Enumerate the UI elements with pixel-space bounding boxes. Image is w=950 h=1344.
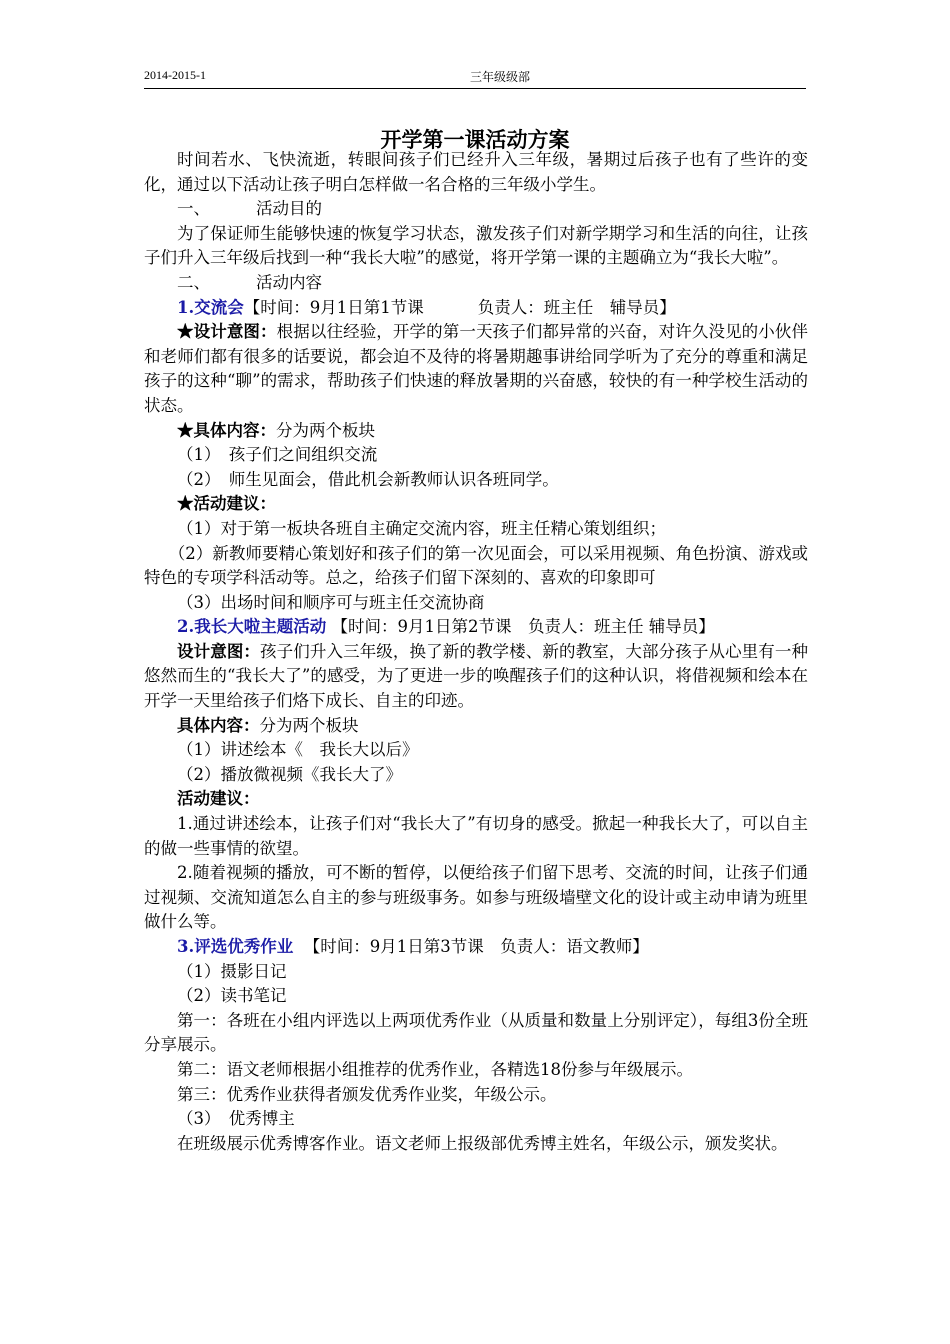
design-label: ★设计意图： <box>177 322 277 342</box>
section-heading-purpose <box>144 197 808 222</box>
activity-3-closing: 在班级展示优秀博客作业。语文老师上报级部优秀博主姓名，年级公示，颁发奖状。 <box>177 1133 788 1153</box>
activity-1-suggestion-item: （2）新教师要精心策划好和孩子们的第一次见面会，可以采用视频、角色扮演、游戏或特色的专项学科活动等。总之，给孩子们留下深刻的、喜欢的印象即可 <box>144 543 808 588</box>
activity-2-title: 2.我长大啦主题活动 <box>177 617 327 637</box>
activity-1-suggestion-item: （1）对于第一板块各班自主确定交流内容，班主任精心策划组织； <box>177 518 666 538</box>
activity-2-suggestion-item: 1.通过讲述绘本，让孩子们对“我长大了”有切身的感受。掀起一种我长大了，可以自主的做一些事情的欲望。 <box>144 814 808 858</box>
header-school-year: 2014-2015-1 <box>144 68 206 82</box>
activity-3-step: 第二：语文老师根据小组推荐的优秀作业，各精选18份参与年级展示。 <box>177 1059 693 1079</box>
section-label: 活动目的 <box>256 199 322 219</box>
activity-1-title: 1.交流会 <box>177 297 244 317</box>
design-label: 设计意图： <box>177 641 261 661</box>
page-header <box>144 68 806 89</box>
design-text: 根据以往经验，开学的第一天孩子们都异常的兴奋，对许久没见的小伙伴和老师们都有很多的话要说，都会迫不及待的将暑期趣事讲给同学听为了充分的尊重和满足孩子的这种“聊”的需求，帮助孩子们快速的释放暑期的兴奋感，较快的有一种学校生活动的状态。 <box>144 322 809 415</box>
section-number: 二、 <box>177 272 210 292</box>
activity-3-item: （3） 优秀博主 <box>177 1109 295 1129</box>
intro-paragraph: 时间若水、飞快流逝，转眼间孩子们已经升入三年级，暑期过后孩子也有了些许的变化，通过以下活动让孩子明白怎样做一名合格的三年级小学生。 <box>144 150 808 194</box>
content-label: 具体内容： <box>177 715 260 735</box>
activity-2-heading <box>144 615 808 640</box>
activity-3-item: （1）摄影日记 <box>177 961 287 981</box>
document-title: 开学第一课活动方案 <box>380 127 570 152</box>
activity-1-heading <box>144 296 808 321</box>
section-label: 活动内容 <box>256 272 322 292</box>
suggestion-label: ★活动建议： <box>177 494 276 514</box>
activity-2-suggestion-item: 2.随着视频的播放，可不断的暂停，以便给孩子们留下思考、交流的时间，让孩子们通过视频、交流知道怎么自主的参与班级事务。如参与班级墙壁文化的设计或主动申请为班里做什么等。 <box>144 863 808 932</box>
purpose-paragraph: 为了保证师生能够快速的恢复学习状态，激发孩子们对新学期学习和生活的向往，让孩子们升入三年级后找到一种“我长大啦”的感觉，将开学第一课的主题确立为“我长大啦”。 <box>144 223 808 268</box>
activity-1-content-item: （2） 师生见面会，借此机会新教师认识各班同学。 <box>177 469 559 489</box>
activity-3-item: （2）读书笔记 <box>177 986 287 1006</box>
document-body <box>144 148 808 1156</box>
content-text: 分为两个板块 <box>259 715 359 735</box>
activity-1-content <box>144 419 808 444</box>
section-heading-content <box>144 271 808 296</box>
activity-2-content-item: （2）播放微视频《我长大了》 <box>177 764 402 784</box>
activity-1-owner: 负责人：班主任 辅导员】 <box>477 297 676 317</box>
activity-3-info: 【时间：9月1日第3节课 负责人：语文教师】 <box>303 937 649 956</box>
activity-3-step: 第一：各班在小组内评选以上两项优秀作业（从质量和数量上分别评定），每组3份全班分享展示。 <box>144 1010 808 1055</box>
activity-2-info: 【时间：9月1日第2节课 负责人：班主任 辅导员】 <box>331 617 715 637</box>
activity-1-suggestion-item: （3）出场时间和顺序可与班主任交流协商 <box>177 592 485 612</box>
content-label: ★具体内容： <box>177 420 276 440</box>
activity-1-suggestion-heading <box>144 492 808 517</box>
activity-2-design <box>144 640 808 714</box>
activity-3-heading <box>144 935 808 960</box>
activity-1-design <box>144 320 808 418</box>
activity-1-time: 【时间：9月1日第1节课 <box>243 297 424 317</box>
activity-3-step: 第三：优秀作业获得者颁发优秀作业奖，年级公示。 <box>177 1084 557 1104</box>
header-department: 三年级级部 <box>470 70 531 84</box>
suggestion-label: 活动建议： <box>177 789 260 809</box>
activity-2-content <box>144 714 808 739</box>
activity-3-title: 3.评选优秀作业 <box>177 937 294 956</box>
activity-2-content-item: （1）讲述绘本《 我长大以后》 <box>177 740 419 760</box>
activity-2-suggestion-heading <box>144 787 808 812</box>
content-text: 分为两个板块 <box>276 420 375 440</box>
activity-1-content-item: （1） 孩子们之间组织交流 <box>177 445 378 465</box>
section-number: 一、 <box>177 199 210 219</box>
design-text: 孩子们升入三年级，换了新的教学楼、新的教室，大部分孩子从心里有一种悠然而生的“我长大了”的感受，为了更进一步的唤醒孩子们的这种认识，将借视频和绘本在开学一天里给孩子们烙下成长、自主的印迹。 <box>144 641 809 711</box>
